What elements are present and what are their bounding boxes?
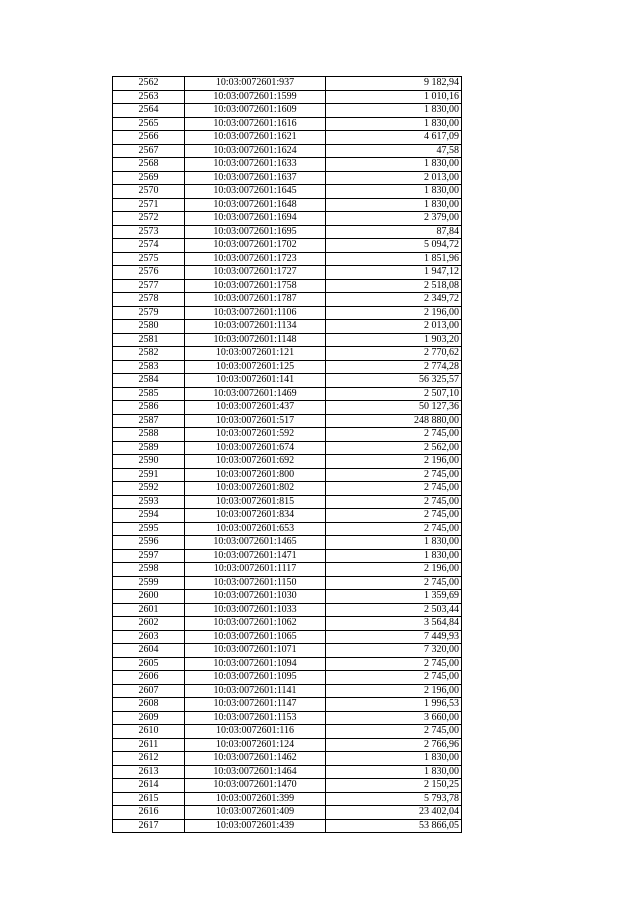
cadastral-number-cell: 10:03:0072601:834 [185,509,326,523]
cadastral-number-cell: 10:03:0072601:692 [185,455,326,469]
table-row [113,725,462,739]
table-row [113,509,462,523]
table-row [113,131,462,145]
cadastral-number-cell: 10:03:0072601:1134 [185,320,326,334]
cadastral-number-cell: 10:03:0072601:653 [185,522,326,536]
row-number-cell: 2610 [113,725,185,739]
cadastral-number-cell: 10:03:0072601:124 [185,738,326,752]
row-number-cell: 2562 [113,77,185,91]
cadastral-number-cell: 10:03:0072601:800 [185,468,326,482]
cadastral-number-cell: 10:03:0072601:815 [185,495,326,509]
cadastral-value-cell: 248 880,00 [326,414,462,428]
row-number-cell: 2588 [113,428,185,442]
cadastral-value-cell: 2 518,08 [326,279,462,293]
table-row [113,239,462,253]
cadastral-value-cell: 4 617,09 [326,131,462,145]
row-number-cell: 2600 [113,590,185,604]
row-number-cell: 2606 [113,671,185,685]
row-number-cell: 2586 [113,401,185,415]
cadastral-value-cell: 2 745,00 [326,725,462,739]
cadastral-value-cell: 56 325,57 [326,374,462,388]
row-number-cell: 2563 [113,90,185,104]
cadastral-value-cell: 2 745,00 [326,657,462,671]
row-number-cell: 2571 [113,198,185,212]
row-number-cell: 2574 [113,239,185,253]
table-row [113,158,462,172]
cadastral-value-cell: 1 830,00 [326,765,462,779]
row-number-cell: 2598 [113,563,185,577]
table-row [113,117,462,131]
table-row [113,387,462,401]
cadastral-number-cell: 10:03:0072601:1645 [185,185,326,199]
cadastral-number-cell: 10:03:0072601:1065 [185,630,326,644]
table-row [113,401,462,415]
cadastral-value-cell: 7 449,93 [326,630,462,644]
row-number-cell: 2603 [113,630,185,644]
table-row [113,171,462,185]
cadastral-number-cell: 10:03:0072601:1095 [185,671,326,685]
cadastral-value-cell: 5 793,78 [326,792,462,806]
cadastral-number-cell: 10:03:0072601:1464 [185,765,326,779]
row-number-cell: 2576 [113,266,185,280]
table-row [113,549,462,563]
table-row [113,414,462,428]
cadastral-value-cell: 1 830,00 [326,549,462,563]
row-number-cell: 2566 [113,131,185,145]
cadastral-number-cell: 10:03:0072601:1141 [185,684,326,698]
table-row [113,252,462,266]
row-number-cell: 2585 [113,387,185,401]
row-number-cell: 2583 [113,360,185,374]
cadastral-value-cell: 1 830,00 [326,536,462,550]
cadastral-number-cell: 10:03:0072601:409 [185,806,326,820]
cadastral-value-cell: 1 830,00 [326,104,462,118]
cadastral-number-cell: 10:03:0072601:1071 [185,644,326,658]
table-row [113,468,462,482]
table-row [113,738,462,752]
cadastral-value-cell: 2 770,62 [326,347,462,361]
cadastral-number-cell: 10:03:0072601:1621 [185,131,326,145]
table-row [113,698,462,712]
row-number-cell: 2564 [113,104,185,118]
row-number-cell: 2617 [113,819,185,833]
table-row [113,806,462,820]
row-number-cell: 2590 [113,455,185,469]
cadastral-value-cell: 2 766,96 [326,738,462,752]
cadastral-number-cell: 10:03:0072601:1758 [185,279,326,293]
cadastral-number-cell: 10:03:0072601:1702 [185,239,326,253]
table-row [113,347,462,361]
cadastral-value-cell: 2 196,00 [326,455,462,469]
table-row [113,428,462,442]
cadastral-number-cell: 10:03:0072601:802 [185,482,326,496]
table-row [113,320,462,334]
row-number-cell: 2569 [113,171,185,185]
cadastral-number-cell: 10:03:0072601:1637 [185,171,326,185]
cadastral-number-cell: 10:03:0072601:116 [185,725,326,739]
row-number-cell: 2605 [113,657,185,671]
table-row [113,306,462,320]
cadastral-value-cell: 1 830,00 [326,158,462,172]
table-row [113,482,462,496]
cadastral-value-table [112,76,462,833]
table-row [113,684,462,698]
cadastral-value-cell: 2 745,00 [326,522,462,536]
table-row [113,536,462,550]
row-number-cell: 2589 [113,441,185,455]
table-row [113,711,462,725]
cadastral-number-cell: 10:03:0072601:1030 [185,590,326,604]
table-row [113,185,462,199]
table-row [113,374,462,388]
row-number-cell: 2613 [113,765,185,779]
cadastral-value-cell: 2 013,00 [326,320,462,334]
table-row [113,77,462,91]
cadastral-number-cell: 10:03:0072601:125 [185,360,326,374]
table-row [113,441,462,455]
table-row [113,752,462,766]
cadastral-value-cell: 9 182,94 [326,77,462,91]
cadastral-value-cell: 47,58 [326,144,462,158]
cadastral-value-cell: 2 503,44 [326,603,462,617]
cadastral-value-cell: 1 996,53 [326,698,462,712]
cadastral-value-cell: 1 010,16 [326,90,462,104]
table-row [113,198,462,212]
row-number-cell: 2599 [113,576,185,590]
cadastral-number-cell: 10:03:0072601:1469 [185,387,326,401]
cadastral-number-cell: 10:03:0072601:1150 [185,576,326,590]
cadastral-value-cell: 2 745,00 [326,509,462,523]
cadastral-number-cell: 10:03:0072601:1117 [185,563,326,577]
cadastral-number-cell: 10:03:0072601:674 [185,441,326,455]
row-number-cell: 2591 [113,468,185,482]
table-row [113,104,462,118]
cadastral-number-cell: 10:03:0072601:437 [185,401,326,415]
cadastral-number-cell: 10:03:0072601:937 [185,77,326,91]
row-number-cell: 2579 [113,306,185,320]
table-row [113,617,462,631]
cadastral-value-cell: 1 851,96 [326,252,462,266]
cadastral-number-cell: 10:03:0072601:1695 [185,225,326,239]
row-number-cell: 2611 [113,738,185,752]
row-number-cell: 2601 [113,603,185,617]
cadastral-number-cell: 10:03:0072601:1106 [185,306,326,320]
cadastral-value-cell: 1 903,20 [326,333,462,347]
cadastral-number-cell: 10:03:0072601:592 [185,428,326,442]
table-row [113,333,462,347]
cadastral-value-cell: 2 745,00 [326,495,462,509]
table-row [113,779,462,793]
cadastral-value-cell: 2 745,00 [326,576,462,590]
cadastral-number-cell: 10:03:0072601:1723 [185,252,326,266]
table-row [113,212,462,226]
cadastral-number-cell: 10:03:0072601:1609 [185,104,326,118]
table-row [113,279,462,293]
cadastral-value-cell: 3 660,00 [326,711,462,725]
cadastral-value-cell: 5 094,72 [326,239,462,253]
cadastral-value-cell: 3 564,84 [326,617,462,631]
cadastral-value-cell: 23 402,04 [326,806,462,820]
row-number-cell: 2567 [113,144,185,158]
cadastral-value-cell: 87,84 [326,225,462,239]
row-number-cell: 2602 [113,617,185,631]
table-row [113,144,462,158]
table-row [113,630,462,644]
table-row [113,603,462,617]
cadastral-number-cell: 10:03:0072601:1787 [185,293,326,307]
cadastral-value-cell: 53 866,05 [326,819,462,833]
row-number-cell: 2612 [113,752,185,766]
cadastral-number-cell: 10:03:0072601:121 [185,347,326,361]
table-row [113,90,462,104]
table-row [113,792,462,806]
row-number-cell: 2604 [113,644,185,658]
row-number-cell: 2607 [113,684,185,698]
row-number-cell: 2565 [113,117,185,131]
cadastral-number-cell: 10:03:0072601:399 [185,792,326,806]
cadastral-value-cell: 50 127,36 [326,401,462,415]
cadastral-number-cell: 10:03:0072601:1599 [185,90,326,104]
cadastral-value-cell: 2 745,00 [326,468,462,482]
cadastral-value-cell: 2 745,00 [326,482,462,496]
row-number-cell: 2595 [113,522,185,536]
table-row [113,563,462,577]
row-number-cell: 2592 [113,482,185,496]
cadastral-value-cell: 1 359,69 [326,590,462,604]
table-row [113,293,462,307]
table-row [113,657,462,671]
cadastral-number-cell: 10:03:0072601:1462 [185,752,326,766]
row-number-cell: 2596 [113,536,185,550]
cadastral-value-cell: 1 830,00 [326,185,462,199]
table-row [113,455,462,469]
row-number-cell: 2584 [113,374,185,388]
row-number-cell: 2575 [113,252,185,266]
cadastral-value-cell: 2 349,72 [326,293,462,307]
table-row [113,590,462,604]
cadastral-number-cell: 10:03:0072601:1694 [185,212,326,226]
row-number-cell: 2577 [113,279,185,293]
row-number-cell: 2572 [113,212,185,226]
table-row [113,671,462,685]
table-row [113,522,462,536]
table-row [113,819,462,833]
row-number-cell: 2573 [113,225,185,239]
cadastral-value-cell: 2 150,25 [326,779,462,793]
row-number-cell: 2578 [113,293,185,307]
cadastral-number-cell: 10:03:0072601:1033 [185,603,326,617]
cadastral-value-cell: 2 507,10 [326,387,462,401]
table-row [113,576,462,590]
cadastral-number-cell: 10:03:0072601:1062 [185,617,326,631]
cadastral-value-cell: 2 196,00 [326,684,462,698]
cadastral-number-cell: 10:03:0072601:1633 [185,158,326,172]
cadastral-number-cell: 10:03:0072601:1148 [185,333,326,347]
cadastral-number-cell: 10:03:0072601:1153 [185,711,326,725]
cadastral-value-cell: 2 196,00 [326,563,462,577]
cadastral-value-cell: 2 013,00 [326,171,462,185]
cadastral-value-cell: 2 196,00 [326,306,462,320]
table-body [113,77,462,833]
cadastral-value-cell: 2 745,00 [326,428,462,442]
row-number-cell: 2593 [113,495,185,509]
cadastral-value-cell: 2 562,00 [326,441,462,455]
cadastral-value-cell: 2 745,00 [326,671,462,685]
row-number-cell: 2568 [113,158,185,172]
cadastral-number-cell: 10:03:0072601:439 [185,819,326,833]
cadastral-value-cell: 2 379,00 [326,212,462,226]
cadastral-number-cell: 10:03:0072601:1624 [185,144,326,158]
table-row [113,495,462,509]
table-row [113,644,462,658]
cadastral-number-cell: 10:03:0072601:1465 [185,536,326,550]
row-number-cell: 2580 [113,320,185,334]
cadastral-number-cell: 10:03:0072601:1727 [185,266,326,280]
row-number-cell: 2608 [113,698,185,712]
table-row [113,765,462,779]
table-row [113,266,462,280]
row-number-cell: 2582 [113,347,185,361]
row-number-cell: 2587 [113,414,185,428]
cadastral-number-cell: 10:03:0072601:1094 [185,657,326,671]
row-number-cell: 2615 [113,792,185,806]
cadastral-number-cell: 10:03:0072601:1147 [185,698,326,712]
cadastral-number-cell: 10:03:0072601:1470 [185,779,326,793]
cadastral-number-cell: 10:03:0072601:141 [185,374,326,388]
row-number-cell: 2616 [113,806,185,820]
row-number-cell: 2614 [113,779,185,793]
cadastral-value-cell: 1 830,00 [326,752,462,766]
cadastral-value-cell: 7 320,00 [326,644,462,658]
table-row [113,360,462,374]
row-number-cell: 2570 [113,185,185,199]
cadastral-value-cell: 2 774,28 [326,360,462,374]
cadastral-value-cell: 1 947,12 [326,266,462,280]
row-number-cell: 2581 [113,333,185,347]
cadastral-number-cell: 10:03:0072601:1648 [185,198,326,212]
row-number-cell: 2609 [113,711,185,725]
cadastral-number-cell: 10:03:0072601:1471 [185,549,326,563]
cadastral-value-cell: 1 830,00 [326,117,462,131]
row-number-cell: 2597 [113,549,185,563]
cadastral-number-cell: 10:03:0072601:1616 [185,117,326,131]
cadastral-value-cell: 1 830,00 [326,198,462,212]
row-number-cell: 2594 [113,509,185,523]
cadastral-number-cell: 10:03:0072601:517 [185,414,326,428]
table-row [113,225,462,239]
